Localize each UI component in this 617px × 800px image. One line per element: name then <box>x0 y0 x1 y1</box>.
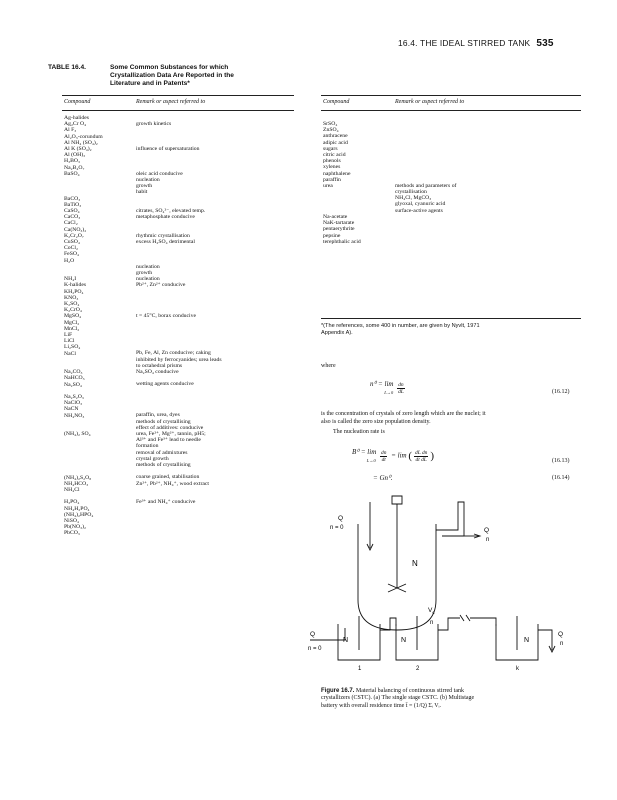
compound-cell: LiF <box>64 332 73 339</box>
compound-cell: urea <box>323 183 333 190</box>
compound-cell: MgCl₂ <box>64 319 80 326</box>
equation-number-16-14: (16.14) <box>552 475 570 481</box>
right-compound-column <box>323 121 361 245</box>
remark-cell: to octahedral prisms <box>136 362 183 369</box>
eq13-denominator: dt <box>381 456 386 463</box>
stage-k-n: N <box>524 637 530 644</box>
equation-16-12 <box>370 380 407 396</box>
compound-cell: NH₄NO₃ <box>64 412 85 419</box>
footnote-line-2: Appendix A). <box>321 330 353 336</box>
compound-cell: Ag-halides <box>64 115 89 121</box>
page-number: 535 <box>536 38 554 49</box>
remark-cell: t = 45°C, borax conducive <box>136 313 196 320</box>
table-left-header-rule <box>62 110 294 111</box>
remark-cell: coarse grained, stabilisation <box>136 474 200 481</box>
remark-cell: effect of additives: conducive <box>136 424 204 431</box>
fig-a-n-label: N <box>412 559 418 568</box>
compound-cell: (NH₄)₂ SO₄ <box>64 431 91 438</box>
compound-cell: Na₂SO₄ <box>64 381 82 388</box>
compound-cell: Na-acetate <box>323 213 348 220</box>
remark-cell: influence of supersaturation <box>136 145 200 152</box>
figure-caption-lead: Figure 16.7. <box>321 688 355 694</box>
fig-a-vc <box>428 607 435 615</box>
remark-cell: nucleation <box>136 263 160 270</box>
compound-cell: CoCl₂ <box>64 245 78 252</box>
remark-cell: excess H₂SO₄ detrimental <box>136 238 195 245</box>
compound-cell: (NH₄)₂HPO₄ <box>64 511 94 518</box>
eq12-limit: L→0 <box>384 390 394 395</box>
compound-cell: SrSO₄ <box>323 121 338 127</box>
outlet-pipe <box>436 502 464 536</box>
battery-break <box>460 615 470 621</box>
equation-16-13: B⁰ = lim L→0 $\frac{dn}{dt}$ = lim ( $\frac{\text{dL dn}}{\text{dt dL}}$ ) <box>352 448 435 463</box>
fig-b-q-in: Q <box>310 631 316 638</box>
where-text: where <box>321 363 336 369</box>
remark-cell: metaphosphate conducive <box>136 214 195 221</box>
compound-cell: pepsine <box>323 232 341 239</box>
battery-inlet <box>310 628 345 640</box>
remark-cell: nucleation <box>136 176 160 183</box>
figure-caption-line-2: crystallizers (CSTC). (a) The single stage CSTC. (b) Multistage <box>321 695 475 702</box>
table-caption-line-1: Some Common Substances for which <box>110 64 229 71</box>
fig-b-n0-in: n = 0 <box>308 646 322 652</box>
compound-cell: BaCO₃ <box>64 195 81 202</box>
fig-a-q-out: Q <box>484 527 490 534</box>
figure-caption <box>321 688 584 710</box>
fig-a-q-in: Q <box>338 515 344 522</box>
compound-cell: KH₂PO₄ <box>64 288 84 295</box>
fig-a-vc-main: V <box>428 607 433 614</box>
compound-cell: pentaerythrite <box>323 226 355 233</box>
table-right-top-rule <box>321 95 581 96</box>
compound-cell: Na₂B₄O₇ <box>64 164 85 171</box>
right-remark-column <box>395 121 456 245</box>
equation-number-16-12: (16.12) <box>552 389 570 395</box>
remark-cell: NH₄Cl, MgCO₃ <box>395 195 432 202</box>
remark-cell: nucleation <box>136 276 160 283</box>
compound-cell: K₂SO₄ <box>64 301 80 308</box>
empty-remark-row <box>395 239 456 245</box>
compound-cell: Al K (SO₄)₂ <box>64 146 92 153</box>
stage-2-label: 2 <box>416 666 420 672</box>
compound-cell: MnCl₂ <box>64 325 80 332</box>
paragraph-1-line-2: also is called the zero size population density. <box>321 419 431 425</box>
running-header <box>398 38 554 49</box>
fig-b-n-out: n <box>560 641 564 647</box>
fig-a-vc-sub: c <box>432 610 435 615</box>
remark-cell: habit <box>136 189 148 196</box>
compound-cell: H₃PO₄ <box>64 499 80 506</box>
remark-cell: formation <box>136 443 159 450</box>
eq12-numerator: dn <box>398 381 404 388</box>
figure-caption-line-1: Material balancing of continuous stirred tank <box>355 688 464 694</box>
fig-a-n0-in: n = 0 <box>330 525 344 531</box>
compound-cell: Al F₃ <box>64 127 77 134</box>
compound-cell: ZnSO₄ <box>323 127 339 134</box>
compound-cell: CaCO₃ <box>64 214 81 221</box>
compound-cell: sugars <box>323 145 338 152</box>
table-caption-line-3: Literature and in Patents* <box>110 80 190 88</box>
empty-remark-row <box>136 530 222 536</box>
fig-b-q-out: Q <box>558 631 564 638</box>
left-remark-column <box>136 115 222 536</box>
compound-cell: Ag₂Cr O₄ <box>64 121 87 128</box>
stage-k-label: k <box>516 666 519 672</box>
compound-cell: Ca(NO₃)₂ <box>64 226 87 233</box>
table-right-bottom-rule <box>321 318 581 319</box>
table-caption-lead: TABLE 16.4. <box>48 64 86 71</box>
compound-cell: LiCl <box>64 338 75 345</box>
fig-a-n-out: n <box>486 537 490 543</box>
compound-cell: adipic acid <box>323 139 348 146</box>
remark-cell: crystal growth <box>136 455 169 462</box>
compound-cell: Li₂SO₄ <box>64 344 81 351</box>
left-compound-column <box>64 115 103 537</box>
stage-2-n: N <box>401 637 407 644</box>
paragraph-2: The nucleation rate is <box>333 429 385 435</box>
compound-cell: citric acid <box>323 152 346 159</box>
remark-cell: growth <box>136 269 153 276</box>
remark-cell: paraffin, urea, dyes <box>136 412 180 419</box>
stage-1-overflow <box>380 618 396 630</box>
remark-cell: wetting agents conducive <box>136 381 194 388</box>
left-header-compound: Compound <box>64 99 91 105</box>
compound-cell: Pb(NO₃)₂ <box>64 524 86 531</box>
equation-16-14: = Gn⁰. <box>373 474 393 482</box>
left-header-remark: Remark or aspect referred to <box>136 99 206 105</box>
remark-cell: rhythmic crystallisation <box>136 232 190 239</box>
stage-1-n: N <box>343 637 349 644</box>
paragraph-1 <box>321 410 486 426</box>
compound-cell: FeSO₄ <box>64 251 79 258</box>
compound-cell: BaSO₄ <box>64 170 80 177</box>
remark-cell: urea, Fe²⁺, Mg²⁺, tannin, pH5; <box>136 430 206 437</box>
remark-cell: citrates, SO₄²⁻, elevated temp. <box>136 207 206 214</box>
compound-cell: NiSO₄ <box>64 517 79 524</box>
compound-cell: K-halides <box>64 282 87 289</box>
remark-cell: glyoxal, cyanuric acid <box>395 201 446 208</box>
compound-cell: NH₄I <box>64 276 77 283</box>
compound-cell: xylenes <box>323 164 341 171</box>
compound-cell: NaHCO₃ <box>64 375 85 382</box>
remark-cell: Al³⁺ and Fe³⁺ lead to needle <box>136 437 201 444</box>
table-footnote <box>321 323 581 337</box>
compound-cell: CuSO₄ <box>64 239 80 246</box>
remark-cell: growth kinetics <box>136 121 172 128</box>
eq13-mid: = lim <box>391 451 407 460</box>
footnote-line-1: *(The references, some 400 in number, are given by Nyvlt, 1971 <box>321 323 480 329</box>
remark-cell: Fe³⁺ and NH₄⁺ conducive <box>136 499 196 506</box>
compound-cell: BaTiO₃ <box>64 201 82 208</box>
compound-cell: CaCl₂ <box>64 220 78 227</box>
fig-a-n-tank: n <box>430 620 434 626</box>
compound-cell: phenols <box>323 158 341 165</box>
compound-cell: naphthalene <box>323 170 351 177</box>
remark-cell: methods and parameters of <box>395 182 457 189</box>
compound-cell: NaCl <box>64 350 77 357</box>
remark-cell: surface-active agents <box>395 207 443 214</box>
remark-cell: Pb, Fe, Al, Zn conducive; caking <box>136 350 211 357</box>
eq13-inner-denominator: dt dL <box>415 456 427 463</box>
compound-cell: K₂CrO₄ <box>64 307 82 314</box>
remark-cell: Zn²⁺, Pb²⁺, NH₄⁺, wood extract <box>136 480 210 487</box>
compound-cell: K₂Cr₂O₇ <box>64 232 84 239</box>
right-header-compound: Compound <box>323 99 350 105</box>
remark-cell: methods of crystallising <box>136 418 191 425</box>
right-header-remark: Remark or aspect referred to <box>395 99 465 105</box>
eq12-lhs: n⁰ = lim <box>370 380 394 388</box>
compound-cell: (NH₄)₂S₂O₈ <box>64 474 92 481</box>
remark-cell: removal of admixtures <box>136 449 188 456</box>
compound-cell: Al (OH)₃ <box>64 152 86 159</box>
remark-cell: oleic acid conducive <box>136 170 183 177</box>
compound-cell: NaK-tartarate <box>323 220 355 227</box>
remark-cell: growth <box>136 183 153 190</box>
remark-cell: inhibited by ferrocyanides; urea leads <box>136 356 222 363</box>
eq13-numerator: dn <box>381 449 387 456</box>
eq13-inner-numerator: dL dn <box>415 449 428 456</box>
compound-cell: anthracene <box>323 133 348 140</box>
compound-cell: NH₄H₂PO₄ <box>64 505 90 512</box>
compound-cell: CaSO₄ <box>64 208 80 214</box>
eq13-limit: L→0 <box>366 458 376 463</box>
single-stage-cstc <box>358 496 480 630</box>
running-title: 16.4. THE IDEAL STIRRED TANK <box>398 38 531 48</box>
compound-cell: Al₂O₃-corundum <box>64 133 103 140</box>
stage-2-overflow <box>438 618 460 630</box>
battery-continue <box>470 618 496 626</box>
stirrer-motor <box>392 496 402 504</box>
table-caption-line-2: Crystallization Data Are Reported in the <box>110 72 234 80</box>
compound-cell: PbCO₃ <box>64 530 80 537</box>
compound-cell: MgSO₄ <box>64 313 82 320</box>
table-right-header-rule <box>321 110 581 111</box>
remark-cell: Pb²⁺, Zn²⁺ conducive <box>136 282 186 289</box>
compound-cell: NaCN <box>64 406 79 413</box>
figure-caption-line-3: battery with overall residence time t̄ = (1/Q) Σᵢ Vᵢ. <box>321 702 442 709</box>
paragraph-1-line-1: is the concentration of crystals of zero length which are the nuclei; it <box>321 411 486 417</box>
eq12-denominator: dL <box>398 388 404 395</box>
table-caption <box>48 64 288 89</box>
table-left-top-rule <box>62 95 294 96</box>
eq13-lhs: B⁰ = lim <box>352 448 377 456</box>
compound-cell: Al NH₄ (SO₄)₂ <box>64 139 98 146</box>
compound-cell: paraffin <box>323 176 341 183</box>
compound-cell: NH₄HCO₃ <box>64 480 89 487</box>
equation-number-16-13: (16.13) <box>552 458 570 464</box>
compound-cell: H₃BO₃ <box>64 158 80 165</box>
compound-cell: Na₂CO₃ <box>64 369 83 376</box>
remark-cell: Na₂SO₄ conducive <box>136 368 179 375</box>
compound-cell: KNO₃ <box>64 294 79 301</box>
compound-cell: NH₄Cl <box>64 486 80 493</box>
remark-cell: crystallisation <box>395 189 427 196</box>
figure-16-7 <box>300 490 600 680</box>
compound-cell: H₂O <box>64 257 75 264</box>
stage-1-label: 1 <box>358 666 362 672</box>
compound-cell: terephthalic acid <box>323 238 361 245</box>
compound-cell: NaClO₃ <box>64 400 83 407</box>
remark-cell: methods of crystallising <box>136 461 191 468</box>
compound-cell: Na₂S₂O₃ <box>64 394 84 401</box>
